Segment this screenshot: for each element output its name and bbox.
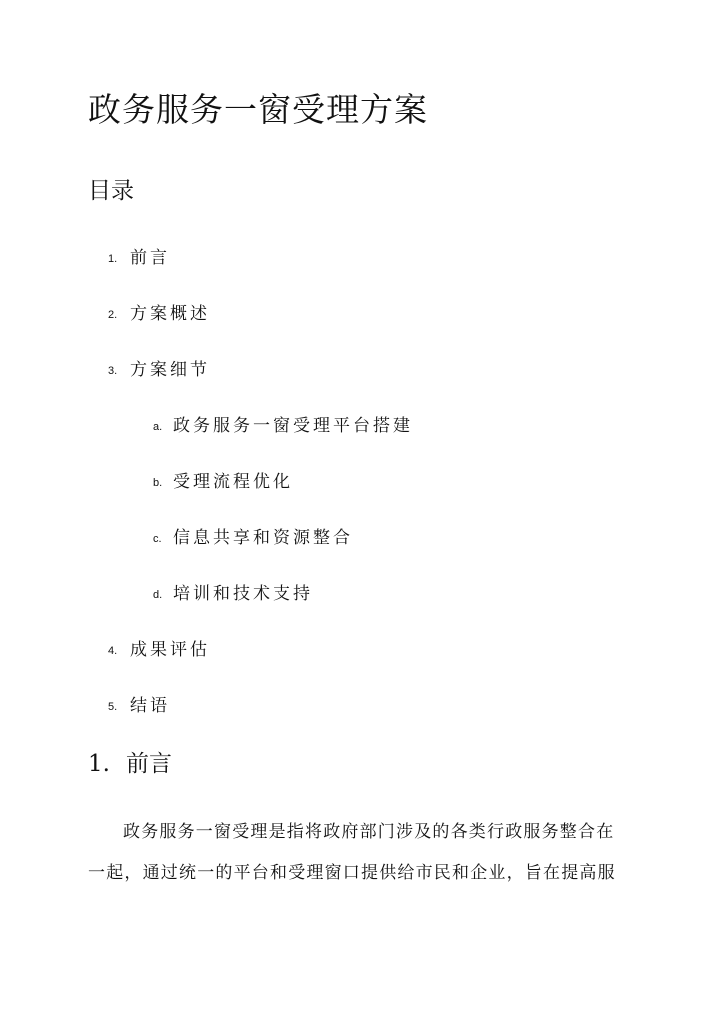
toc-item-label: 成果评估 xyxy=(130,640,210,660)
toc-item-number: 4. xyxy=(108,645,118,657)
toc-item-evaluation xyxy=(108,635,210,660)
toc-item-label: 方案概述 xyxy=(130,304,210,324)
toc-item-number: d. xyxy=(153,589,163,601)
toc-item-label: 受理流程优化 xyxy=(173,472,293,492)
toc-subitem-sharing xyxy=(153,523,353,548)
toc-subitem-platform xyxy=(153,411,413,436)
toc-item-label: 结语 xyxy=(130,696,170,716)
toc-item-conclusion xyxy=(108,691,170,716)
toc-item-label: 前言 xyxy=(130,248,170,268)
toc-item-overview xyxy=(108,299,210,324)
toc-subitem-process xyxy=(153,467,293,492)
section-title: 前言 xyxy=(126,751,172,777)
section-number: 1. xyxy=(88,751,110,777)
toc-heading: 目录 xyxy=(88,178,134,204)
section-heading-preface xyxy=(88,745,172,778)
toc-item-number: 1. xyxy=(108,253,118,265)
toc-item-label: 培训和技术支持 xyxy=(173,584,313,604)
toc-item-details xyxy=(108,355,210,380)
toc-item-label: 信息共享和资源整合 xyxy=(173,528,353,548)
toc-item-number: 3. xyxy=(108,365,118,377)
toc-item-label: 政务服务一窗受理平台搭建 xyxy=(173,416,413,436)
toc-item-number: c. xyxy=(153,533,162,545)
toc-item-number: b. xyxy=(153,477,163,489)
toc-item-number: a. xyxy=(153,421,163,433)
toc-subitem-training xyxy=(153,579,313,604)
document-title: 政务服务一窗受理方案 xyxy=(88,90,428,129)
toc-item-preface xyxy=(108,243,170,268)
toc-item-label: 方案细节 xyxy=(130,360,210,380)
toc-item-number: 5. xyxy=(108,701,118,713)
paragraph-line: 一起，通过统一的平台和受理窗口提供给市民和企业，旨在提高服 xyxy=(88,863,616,883)
toc-item-number: 2. xyxy=(108,309,118,321)
paragraph-line: 政务服务一窗受理是指将政府部门涉及的各类行政服务整合在 xyxy=(123,822,615,842)
